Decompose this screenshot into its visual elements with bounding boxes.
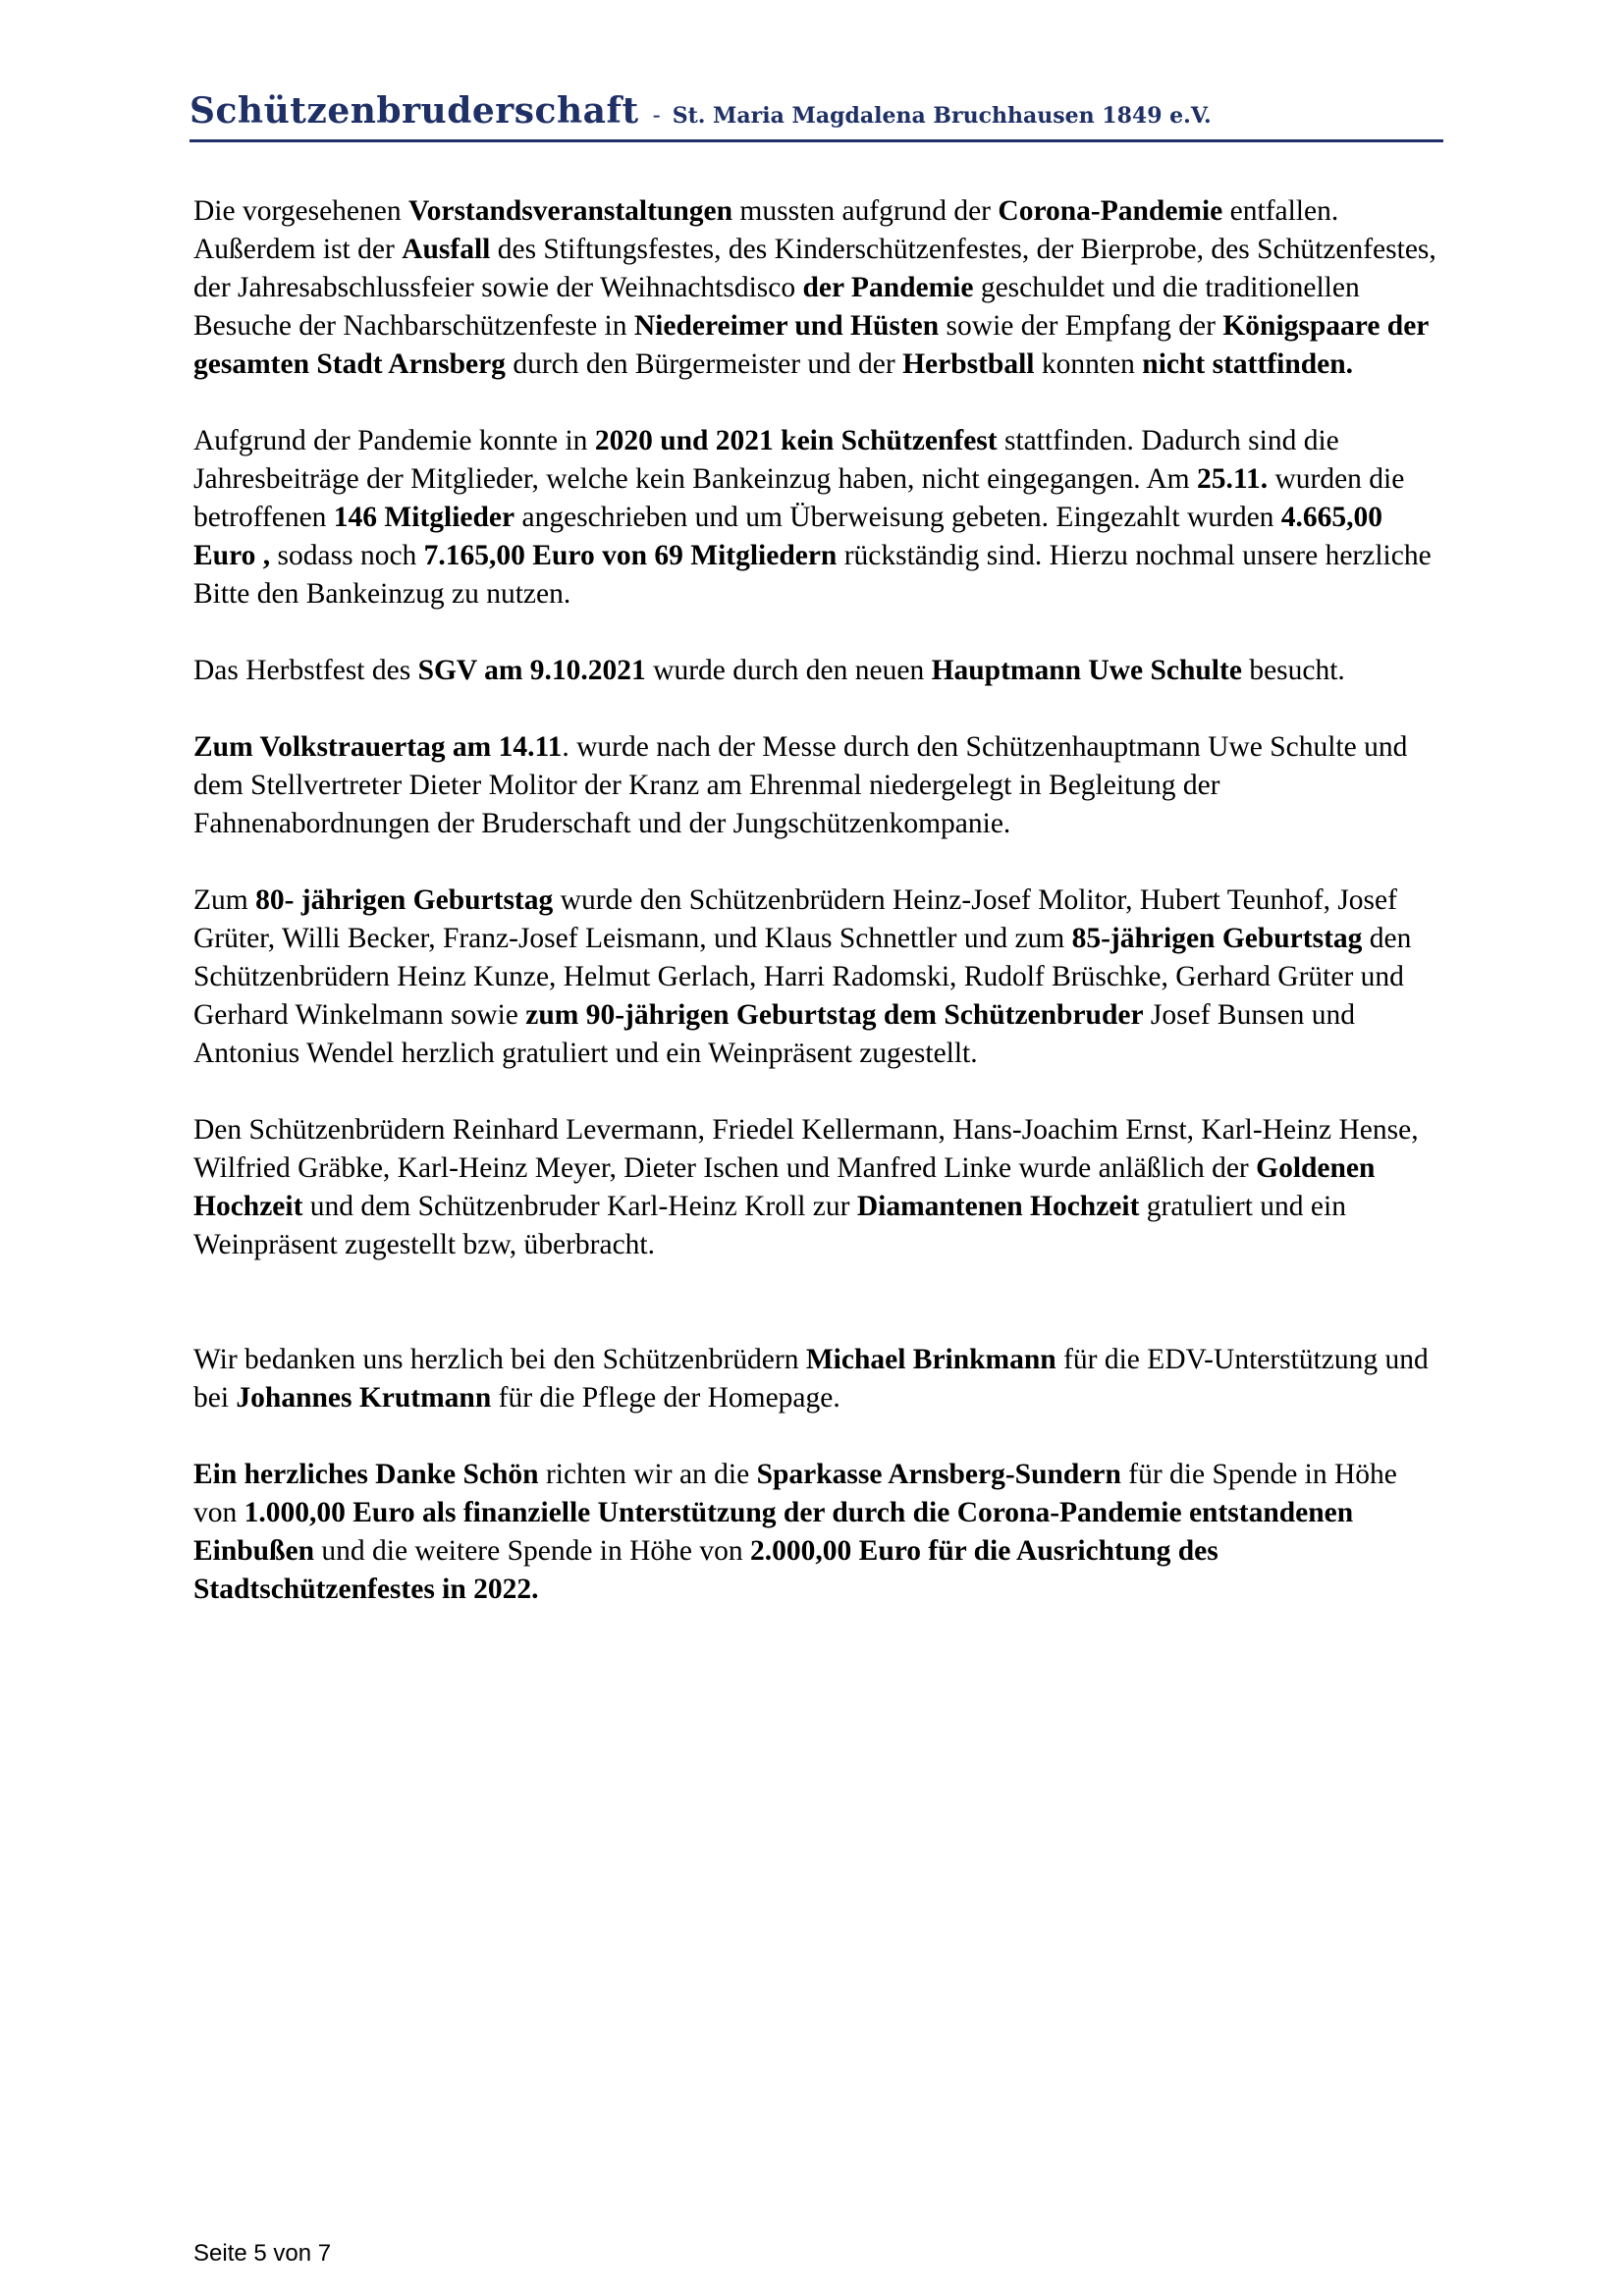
text-run: geschuldet und die traditionellen Besuche der Nachbarschützenfeste in: [193, 272, 1360, 342]
bold-text: Corona-Pandemie: [998, 195, 1223, 227]
bold-text: 85-jährigen Geburtstag: [1071, 923, 1363, 954]
document-body: [193, 192, 1438, 1647]
text-run: den Schützenbrüdern Heinz Kunze, Helmut Gerlach, Harri Radomski, Rudolf Brüschke, Gerhard Grüter und Gerhard Winkelmann sowie: [193, 923, 1412, 1031]
header-subtitle: St. Maria Magdalena Bruchhausen 1849 e.V.: [672, 103, 1212, 129]
text-run: für die Spende in Höhe von: [193, 1459, 1397, 1528]
bold-text: Ausfall: [402, 234, 491, 265]
text-run: Zum: [193, 884, 256, 916]
header-org-name: Schützenbruderschaft: [189, 90, 639, 132]
text-run: rückständig sind. Hierzu nochmal unsere herzliche Bitte den Bankeinzug zu nutzen.: [193, 540, 1432, 610]
paragraph-beitraege: [193, 422, 1438, 614]
text-run: besucht.: [1241, 655, 1345, 686]
bold-text: 4.665,00 Euro ,: [193, 502, 1383, 571]
bold-text: SGV am 9.10.2021: [417, 655, 646, 686]
page-number: Seite 5 von 7: [193, 2240, 332, 2267]
bold-text: 2020 und 2021 kein Schützenfest: [594, 425, 998, 456]
text-run: angeschrieben und um Überweisung gebeten. Eingezahlt wurden: [514, 502, 1281, 533]
bold-text: Michael Brinkmann: [805, 1344, 1056, 1375]
header-rule: [189, 139, 1443, 142]
bold-text: 146 Mitglieder: [333, 502, 515, 533]
paragraph-hochzeiten: [193, 1111, 1438, 1264]
text-run: für die EDV-Unterstützung und bei: [193, 1344, 1429, 1414]
text-run: sodass noch: [270, 540, 424, 571]
bold-text: Johannes Krutmann: [236, 1382, 492, 1414]
bold-text: Sparkasse Arnsberg-Sundern: [756, 1459, 1121, 1490]
bold-text: Zum Volkstrauertag am 14.11: [193, 731, 563, 763]
text-run: des Stiftungsfestes, des Kinderschützenfestes, der Bierprobe, des Schützenfestes, der Jahresabschlussfeier sowie der Weihnachtsdisco: [193, 234, 1436, 303]
text-run: Wir bedanken uns herzlich bei den Schützenbrüdern: [193, 1344, 806, 1375]
bold-text: 2.000,00 Euro für die Ausrichtung des Stadtschützenfestes in 2022.: [193, 1535, 1218, 1605]
text-run: stattfinden. Dadurch sind die Jahresbeiträge der Mitglieder, welche kein Bankeinzug haben, nicht eingegangen. Am: [193, 425, 1339, 495]
paragraph-volkstrauertag: [193, 728, 1438, 843]
text-run: Aufgrund der Pandemie konnte in: [193, 425, 595, 456]
text-run: richten wir an die: [538, 1459, 757, 1490]
bold-text: 1.000,00 Euro als finanzielle Unterstützung der durch die Corona-Pandemie entstandenen Einbußen: [193, 1497, 1354, 1567]
bold-text: Niedereimer und Hüsten: [633, 310, 940, 342]
text-run: Das Herbstfest des: [193, 655, 418, 686]
text-run: sowie der Empfang der: [939, 310, 1223, 342]
bold-text: zum 90-jährigen Geburtstag dem Schützenbruder: [525, 999, 1144, 1031]
text-run: und die weitere Spende in Höhe von: [314, 1535, 751, 1567]
page-footer: [193, 2240, 331, 2268]
bold-text: 80- jährigen Geburtstag: [255, 884, 554, 916]
text-run: . wurde nach der Messe durch den Schützenhauptmann Uwe Schulte und dem Stellvertreter Dieter Molitor der Kranz am Ehrenmal niedergelegt in Begleitung der Fahnenabordnungen der Bruderschaft und der Jungschützenkompanie.: [193, 731, 1408, 839]
bold-text: Goldenen Hochzeit: [193, 1152, 1376, 1222]
text-run: durch den Bürgermeister und der: [505, 348, 903, 380]
text-run: wurde den Schützenbrüdern Heinz-Josef Molitor, Hubert Teunhof, Josef Grüter, Willi Becker, Franz-Josef Leismann, und Klaus Schnettler und zum: [193, 884, 1397, 954]
text-run: wurden die betroffenen: [193, 463, 1405, 533]
header-separator: -: [652, 101, 661, 129]
bold-text: Königspaare der gesamten Stadt Arnsberg: [193, 310, 1429, 380]
text-run: entfallen. Außerdem ist der: [193, 195, 1339, 265]
text-run: und dem Schützenbruder Karl-Heinz Kroll zur: [302, 1191, 857, 1222]
paragraph-herbstfest: [193, 652, 1438, 690]
bold-text: 7.165,00 Euro von 69 Mitgliedern: [423, 540, 838, 571]
text-run: Den Schützenbrüdern Reinhard Levermann, Friedel Kellermann, Hans-Joachim Ernst, Karl-Heinz Hense, Wilfried Gräbke, Karl-Heinz Meyer, Dieter Ischen und Manfred Linke wurde anläßlich der: [193, 1114, 1419, 1184]
text-run: Josef Bunsen und Antonius Wendel herzlich gratuliert und ein Weinpräsent zugestellt.: [193, 999, 1356, 1069]
bold-text: Ein herzliches Danke Schön: [193, 1459, 539, 1490]
bold-text: Vorstandsveranstaltungen: [408, 195, 733, 227]
text-run: wurde durch den neuen: [645, 655, 932, 686]
text-run: gratuliert und ein Weinpräsent zugestellt bzw, überbracht.: [193, 1191, 1346, 1260]
bold-text: der Pandemie: [802, 272, 974, 303]
bold-text: Herbstball: [902, 348, 1035, 380]
bold-text: nicht stattfinden.: [1142, 348, 1354, 380]
page-header: [189, 90, 1443, 139]
paragraph-dank-edv: [193, 1341, 1438, 1417]
bold-text: Hauptmann Uwe Schulte: [931, 655, 1242, 686]
text-run: Die vorgesehenen: [193, 195, 408, 227]
bold-text: Diamantenen Hochzeit: [856, 1191, 1140, 1222]
paragraph-geburtstage: [193, 881, 1438, 1073]
paragraph-vorstand: [193, 192, 1438, 384]
text-run: mussten aufgrund der: [732, 195, 999, 227]
paragraph-dank-sparkasse: [193, 1456, 1438, 1609]
text-run: konnten: [1034, 348, 1143, 380]
text-run: für die Pflege der Homepage.: [491, 1382, 840, 1414]
bold-text: 25.11.: [1196, 463, 1269, 495]
